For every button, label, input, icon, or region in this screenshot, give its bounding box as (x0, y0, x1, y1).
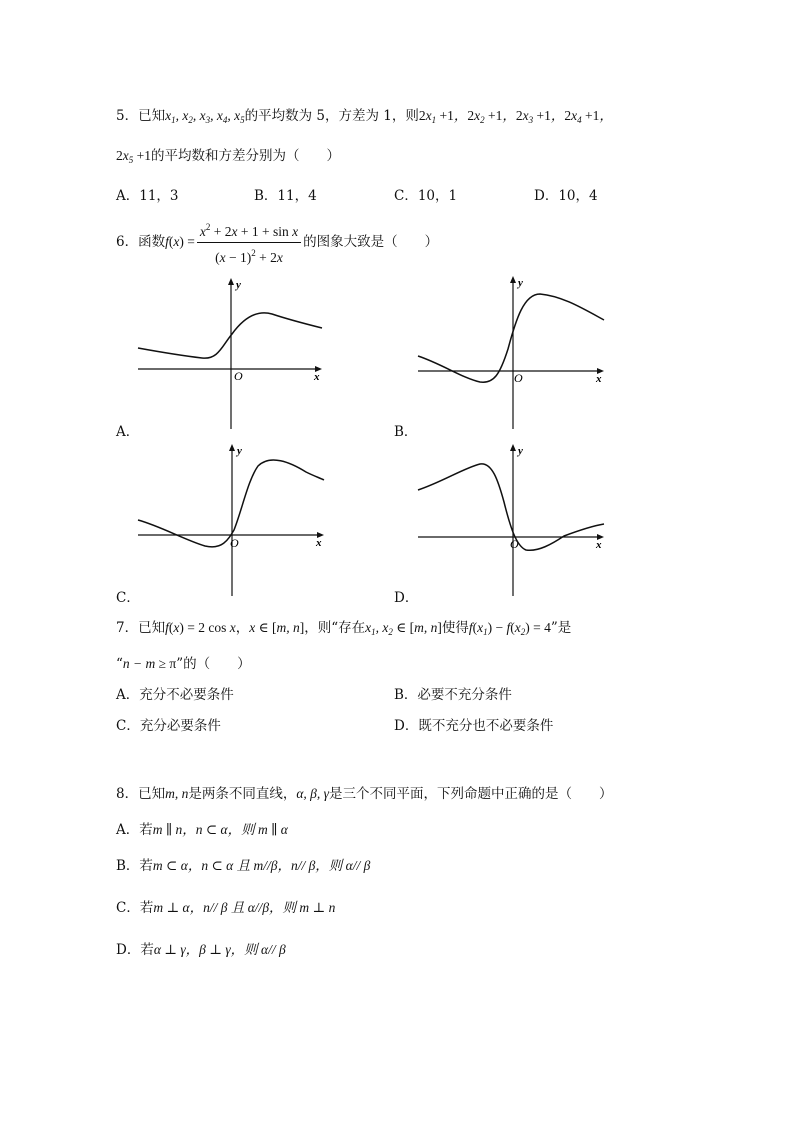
q8-option-a[interactable] (116, 820, 288, 840)
q6-function-lhs: f(x) = (165, 234, 195, 249)
q8-option-b-prefix: B．若 (116, 858, 153, 874)
y-axis-arrow-icon (510, 276, 516, 283)
q5-variables: $x_1$, $x_2$, $x_3$, $x_4$, $x_5$ (165, 108, 245, 125)
q8-lines: m, n (165, 786, 189, 801)
x-axis-label: x (314, 371, 320, 383)
x-axis-label: x (596, 539, 602, 551)
q6-option-a[interactable]: A． (116, 424, 140, 440)
q8-planes: α, β, γ (296, 786, 329, 801)
q7-text-e: “ (116, 656, 123, 672)
q5-option-b[interactable]: B．11，4 (254, 188, 317, 204)
origin-label: O (514, 371, 523, 385)
q6-graph-a (130, 274, 330, 432)
curve (138, 313, 322, 358)
q5-text-a: 已知 (138, 108, 166, 124)
curve (418, 294, 604, 382)
q5-option-c[interactable]: C．10，1 (394, 188, 458, 204)
q6-graph-b (412, 274, 612, 432)
q7-option-d[interactable]: D．既不充分也不必要条件 (394, 718, 554, 734)
q8-option-c-prefix: C．若 (116, 900, 154, 916)
q7-stem-line2 (116, 654, 251, 674)
q8-option-d-prefix: D．若 (116, 942, 154, 958)
origin-label: O (234, 369, 243, 383)
q7-inequality: n − m ≥ π (122, 656, 177, 671)
y-axis-label: y (237, 445, 242, 457)
q8-option-c-expr: m ⊥ α，n// β 且 α//β，则 m ⊥ n (153, 900, 336, 915)
origin-label: O (230, 536, 239, 550)
q6-number: 6． (116, 234, 139, 250)
q5-option-d[interactable]: D．10，4 (534, 188, 598, 204)
q6-text-b: 的图象大致是（ ） (303, 234, 439, 250)
q7-option-b[interactable]: B．必要不充分条件 (394, 687, 512, 703)
q8-text-c: 是三个不同平面，下列命题中正确的是（ ） (328, 786, 613, 802)
q6-denominator: $(x - 1)^2 + 2x$ (215, 248, 283, 265)
q6-graph-c (130, 440, 330, 598)
q5-stem-line1 (116, 106, 613, 130)
q5-last-term: $2x_5 +1$ (116, 148, 151, 165)
q5-option-a[interactable]: A．11，3 (116, 188, 179, 204)
q6-option-d[interactable]: D． (394, 590, 419, 606)
q6-text-a: 函数 (138, 234, 166, 250)
y-axis-label: y (518, 445, 523, 457)
q8-text-a: 已知 (138, 786, 166, 802)
q7-text-b: ，则“存在 (304, 620, 366, 636)
q7-number: 7． (116, 620, 139, 636)
q6-numerator: $x^2 + 2x + 1 + \sin x$ (197, 218, 301, 243)
q6-option-b[interactable]: B． (394, 424, 418, 440)
q7-option-c[interactable]: C．充分必要条件 (116, 718, 221, 734)
q8-option-a-prefix: A．若 (116, 822, 153, 838)
q6-stem (116, 218, 438, 267)
q6-option-c[interactable]: C． (116, 590, 140, 606)
q5-transformed: $2x_1 +1$，$2x_2 +1$，$2x_3 +1$，$2x_4 +1$， (418, 108, 613, 125)
q7-stem-line1 (116, 618, 571, 642)
y-axis-label: y (236, 279, 241, 291)
q8-option-b-expr: m ⊂ α，n ⊂ α 且 m//β，n// β，则 α// β (152, 858, 371, 873)
q5-number: 5． (116, 108, 139, 124)
x-axis-label: x (316, 537, 322, 549)
curve (138, 460, 324, 547)
q8-stem (116, 784, 612, 804)
q7-text-f: ”的（ ） (176, 656, 251, 672)
q5-text-c: 的平均数和方差分别为（ ） (151, 148, 340, 164)
q7-text-a: 已知 (138, 620, 166, 636)
q6-fraction (197, 218, 301, 267)
q7-option-a[interactable]: A．充分不必要条件 (116, 687, 234, 703)
y-axis-label: y (518, 277, 523, 289)
q8-number: 8． (116, 786, 139, 802)
q8-option-c[interactable] (116, 898, 335, 918)
origin-label: O (510, 537, 519, 551)
q7-condition: $f(x_1) - f(x_2) = 4$ (468, 620, 551, 637)
q7-text-c: 使得 (441, 620, 469, 636)
q8-option-d[interactable] (116, 940, 286, 960)
q8-option-b[interactable] (116, 856, 370, 876)
q6-graph-d (412, 440, 612, 598)
q7-exist-vars: $x_1$, $x_2$ ∈ [m, n] (365, 620, 442, 637)
x-axis-label: x (596, 373, 602, 385)
y-axis-arrow-icon (510, 444, 516, 451)
q8-text-b: 是两条不同直线， (188, 786, 297, 802)
q5-text-b: 的平均数为 5，方差为 1，则 (244, 108, 419, 124)
y-axis-arrow-icon (228, 278, 234, 285)
y-axis-arrow-icon (229, 444, 235, 451)
q7-text-d: ”是 (550, 620, 572, 636)
q5-stem-line2 (116, 146, 340, 170)
q8-option-d-expr: α ⊥ γ，β ⊥ γ，则 α// β (153, 942, 286, 957)
q7-function: f(x) = 2 cos x，x ∈ [m, n] (165, 620, 305, 635)
q8-option-a-expr: m ∥ n，n ⊂ α，则 m ∥ α (152, 822, 288, 837)
